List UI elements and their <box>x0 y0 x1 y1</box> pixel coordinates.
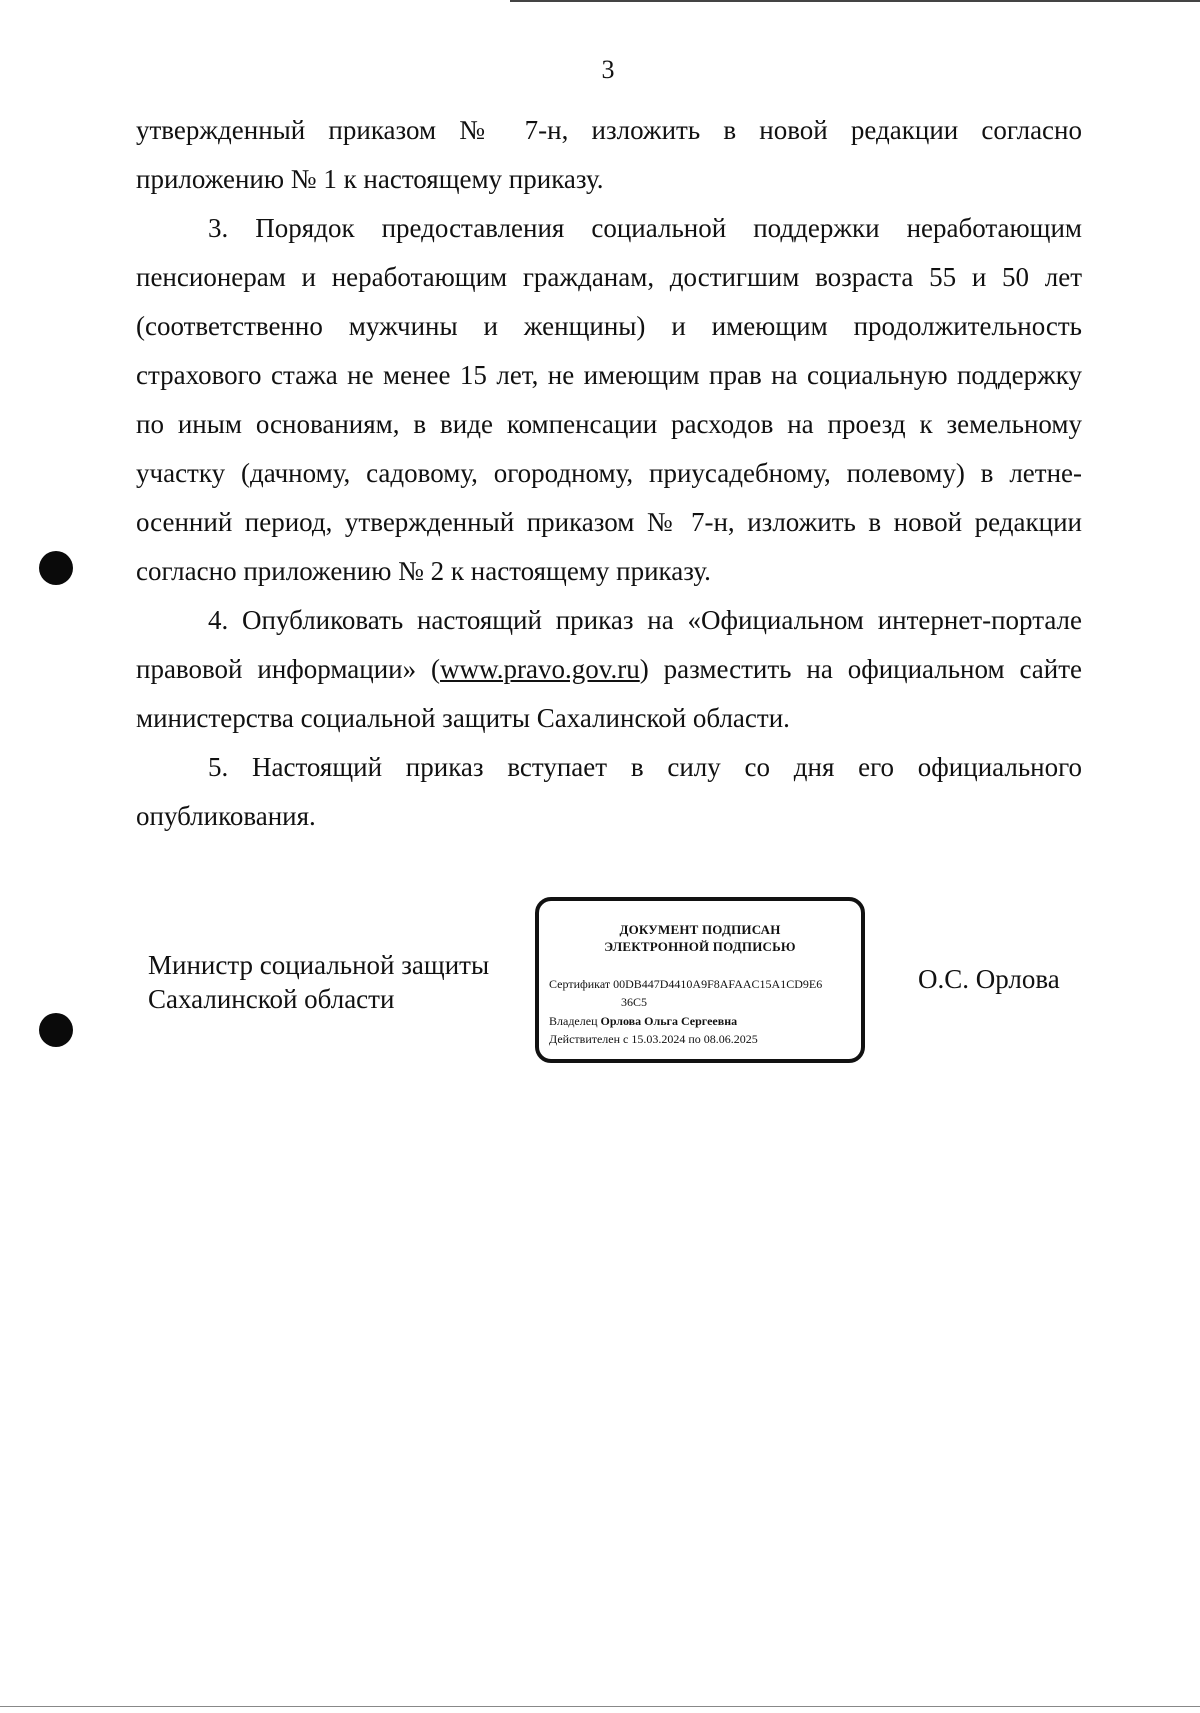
stamp-owner <box>549 1014 737 1028</box>
paragraph-4-text: 4. Опубликовать настоящий приказ на «Официальном интернет-портале правовой информации» ( <box>136 605 1082 684</box>
stamp-certificate-continued: 36C5 <box>621 995 648 1009</box>
paragraph-4-text-end: ) разместить на официальном сайте министерства социальной защиты Сахалинской области. <box>136 654 1082 733</box>
electronic-signature-stamp <box>535 897 865 1063</box>
signer-title-line1: Министр социальной защиты <box>148 950 490 980</box>
document-body <box>136 106 1082 841</box>
scan-edge-line <box>510 0 1200 2</box>
scan-bottom-edge <box>0 1706 1200 1707</box>
stamp-certificate <box>549 977 822 991</box>
signer-title-line2: Сахалинской области <box>148 984 395 1014</box>
punch-hole <box>39 1013 73 1047</box>
stamp-heading-line1: ДОКУМЕНТ ПОДПИСАН <box>619 922 781 937</box>
stamp-cert-label: Сертификат <box>549 977 611 991</box>
signer-title <box>148 948 528 1016</box>
paragraph-5: 5. Настоящий приказ вступает в силу со дня его официального опубликования. <box>136 752 1082 831</box>
paragraph-3: 3. Порядок предоставления социальной поддержки неработающим пенсионерам и неработающим гражданам, достигшим возраста 55 и 50 лет (соответственно мужчины и женщины) и имеющим продолжительность страхового стажа не менее 15 лет, не имеющим прав на социальную поддержку по иным основаниям, в виде компенсации расходов на проезд к земельному участку (дачному, садовому, огородному, приусадебному, полевому) в летне-осенний период, утвержденный приказом № 7-н, изложить в новой редакции согласно приложению № 2 к настоящему приказу. <box>136 213 1082 586</box>
page-number: 3 <box>601 55 615 84</box>
signer-name: О.С. Орлова <box>918 964 1060 994</box>
stamp-owner-name: Орлова Ольга Сергеевна <box>600 1014 738 1028</box>
stamp-heading-line2: ЭЛЕКТРОННОЙ ПОДПИСЬЮ <box>604 939 796 954</box>
paragraph-continuation: утвержденный приказом № 7-н, изложить в новой редакции согласно приложению № 1 к настоящему приказу. <box>136 115 1082 194</box>
stamp-owner-label: Владелец <box>549 1014 598 1028</box>
stamp-cert-value: 00DB447D4410A9F8AFAAC15A1CD9E6 <box>613 977 823 991</box>
stamp-validity: Действителен с 15.03.2024 по 08.06.2025 <box>549 1032 758 1046</box>
paragraph-4 <box>136 596 1082 743</box>
pravo-link[interactable]: www.pravo.gov.ru <box>440 654 640 684</box>
stamp-heading <box>539 921 861 955</box>
punch-hole <box>39 551 73 585</box>
